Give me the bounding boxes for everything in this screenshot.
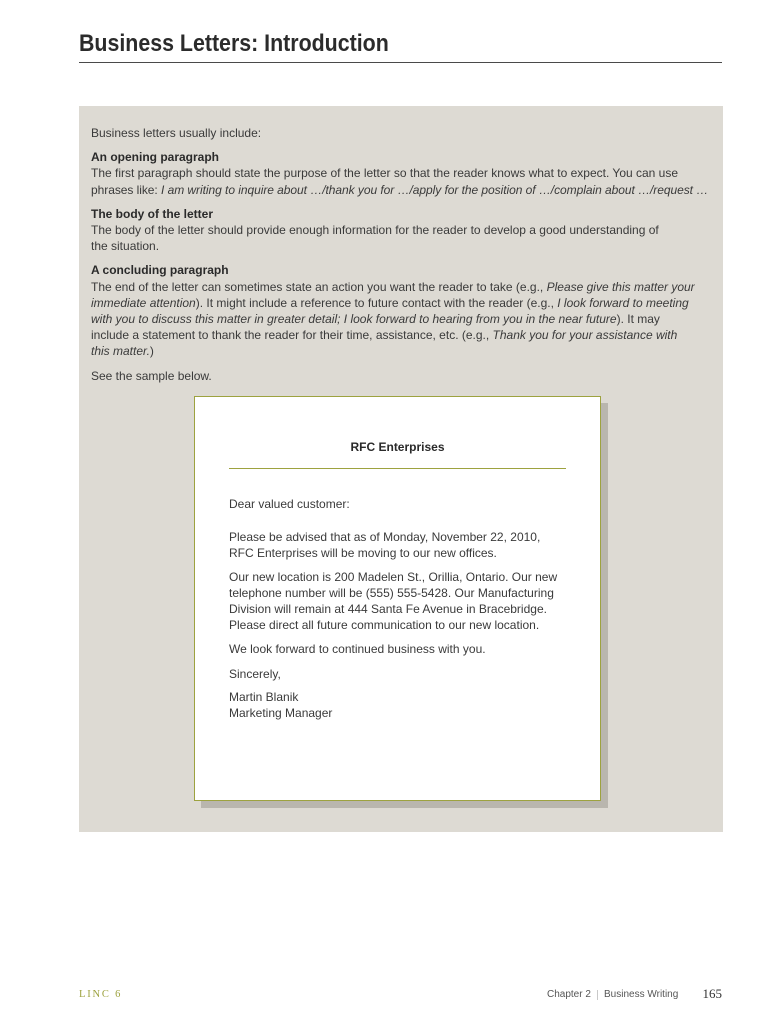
footer-course-label: LINC 6 — [79, 989, 123, 1000]
letterhead-company: RFC Enterprises — [350, 440, 445, 454]
section-heading-body: The body of the letter — [91, 206, 214, 221]
text-line — [91, 238, 723, 254]
letter-line: Please direct all future communication to our new location. — [229, 618, 540, 632]
footer-chapter: Chapter 2 — [547, 989, 591, 1000]
letter-line: telephone number will be (555) 555-5428. Our Manufacturing — [229, 586, 554, 600]
title-divider — [79, 62, 722, 63]
letter-line: Our new location is 200 Madelen St., Orillia, Ontario. Our new — [229, 570, 558, 584]
page-title: Business Letters: Introduction — [79, 30, 389, 57]
opening-paragraph-section — [91, 149, 723, 198]
letter-line: RFC Enterprises will be moving to our new offices. — [229, 546, 497, 560]
letter-salutation: Dear valued customer: — [229, 497, 350, 511]
example-phrase: Please give this matter your — [546, 279, 695, 294]
concluding-paragraph-section — [91, 262, 723, 359]
text-segment: ). It might include a reference to future contact with the reader (e.g., — [195, 295, 558, 310]
sample-letter — [194, 396, 601, 801]
letter-line: We look forward to continued business with you. — [229, 642, 486, 656]
footer-divider — [597, 990, 598, 1000]
example-phrase: immediate attention — [91, 295, 196, 310]
text-segment: include a statement to thank the reader for their time, assistance, etc. (e.g., — [91, 328, 493, 343]
example-phrase: with you to discuss this matter in greater detail; I look forward to hearing from you in the near future — [91, 312, 617, 327]
info-panel — [79, 106, 723, 832]
text-segment: ) — [149, 344, 154, 359]
letter-line: Please be advised that as of Monday, November 22, 2010, — [229, 530, 541, 544]
text-line — [91, 182, 723, 198]
section-heading-opening: An opening paragraph — [91, 150, 220, 165]
page-number: 165 — [702, 986, 722, 1001]
letter-paragraph — [229, 569, 566, 633]
text-segment: The first paragraph should state the purpose of the letter so that the reader knows what to expect. You can use — [91, 166, 679, 181]
footer-section: Business Writing — [604, 989, 679, 1000]
body-paragraph-section — [91, 206, 723, 255]
letter-line: Division will remain at 444 Santa Fe Avenue in Bracebridge. — [229, 602, 547, 616]
panel-outro-text: See the sample below. — [91, 368, 212, 383]
section-heading-concluding: A concluding paragraph — [91, 263, 229, 278]
letter-closing: Sincerely, — [229, 667, 281, 681]
panel-lead-text: Business letters usually include: — [91, 126, 262, 140]
text-line — [91, 279, 723, 295]
example-phrase: Thank you for your assistance with — [492, 328, 678, 343]
signer-title: Marketing Manager — [229, 706, 333, 720]
letter-signature — [229, 689, 566, 721]
text-line — [91, 311, 723, 327]
text-segment: The body of the letter should provide enough information for the reader to develop a good understanding of — [91, 223, 659, 238]
text-segment: ). It may — [616, 312, 660, 327]
text-line — [91, 327, 723, 343]
example-phrases: I am writing to inquire about …/thank you for …/apply for the position of …/complain about …/request … — [161, 182, 709, 197]
letter-paragraph — [229, 641, 566, 657]
text-line — [91, 165, 723, 181]
letterhead-divider — [229, 468, 566, 469]
text-segment: phrases like: — [91, 182, 161, 197]
text-line — [91, 222, 723, 238]
signer-name: Martin Blanik — [229, 690, 299, 704]
text-segment: the situation. — [91, 239, 160, 254]
text-line — [91, 295, 723, 311]
example-phrase: this matter. — [91, 344, 150, 359]
letter-paragraph — [229, 529, 566, 561]
text-segment: The end of the letter can sometimes state an action you want the reader to take (e.g., — [91, 279, 547, 294]
text-line — [91, 343, 723, 359]
example-phrase: I look forward to meeting — [557, 295, 689, 310]
